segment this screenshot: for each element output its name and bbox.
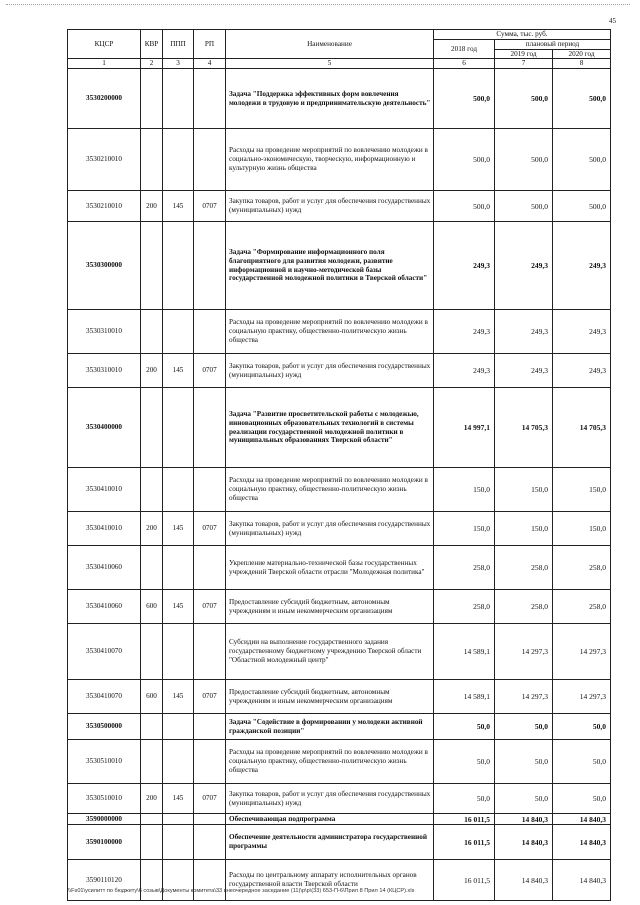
cell-kcsr: 3530300000 [68, 222, 141, 310]
cell-2019: 500,0 [495, 129, 553, 191]
cell-2019: 50,0 [495, 714, 553, 740]
colnum: 5 [226, 59, 434, 69]
cell-kvr [141, 814, 163, 825]
cell-2020: 249,3 [553, 222, 611, 310]
cell-rp: 0707 [194, 590, 226, 624]
cell-ppp [163, 546, 194, 590]
cell-rp [194, 624, 226, 680]
cell-2020: 14 840,3 [553, 814, 611, 825]
table-row [68, 546, 611, 590]
cell-kcsr: 3530310010 [68, 310, 141, 354]
colnum: 6 [434, 59, 495, 69]
cell-2020: 14 705,3 [553, 388, 611, 468]
colnum: 3 [163, 59, 194, 69]
cell-ppp [163, 860, 194, 901]
cell-name: Задача "Формирование информационного поля благоприятного для развития молодежи, развитие информационной и научно-методической базы государственной молодежной политики в Тверской области" [226, 222, 434, 310]
cell-2018: 249,3 [434, 310, 495, 354]
cell-ppp [163, 714, 194, 740]
cell-rp [194, 546, 226, 590]
cell-2020: 50,0 [553, 714, 611, 740]
cell-2020: 249,3 [553, 354, 611, 388]
cell-2018: 500,0 [434, 191, 495, 222]
table-row [68, 310, 611, 354]
cell-kvr [141, 468, 163, 512]
cell-2018: 14 997,1 [434, 388, 495, 468]
header-kcsr: КЦСР [68, 30, 141, 59]
table-row [68, 191, 611, 222]
table-row [68, 825, 611, 860]
cell-2018: 50,0 [434, 784, 495, 814]
cell-name: Закупка товаров, работ и услуг для обеспечения государственных (муниципальных) нужд [226, 784, 434, 814]
colnum: 8 [553, 59, 611, 69]
cell-2019: 14 297,3 [495, 680, 553, 714]
cell-2019: 50,0 [495, 784, 553, 814]
cell-ppp: 145 [163, 354, 194, 388]
cell-2019: 249,3 [495, 354, 553, 388]
cell-rp [194, 468, 226, 512]
cell-2020: 500,0 [553, 69, 611, 129]
cell-ppp: 145 [163, 191, 194, 222]
cell-2019: 249,3 [495, 222, 553, 310]
cell-2019: 150,0 [495, 512, 553, 546]
cell-2018: 16 011,5 [434, 825, 495, 860]
table-row [68, 714, 611, 740]
table-row [68, 784, 611, 814]
file-path-footer: \\Fs01\усилитт по бюджету\6 созыв\Документы комитета\33 внеочередное заседание (11)\р\р\(33) 653-П-6\Прил 8 Прил 14 (КЦСР).xls [68, 888, 415, 894]
cell-kvr [141, 825, 163, 860]
cell-ppp [163, 129, 194, 191]
header-sum: Сумма, тыс. руб. [434, 30, 611, 40]
cell-rp: 0707 [194, 680, 226, 714]
header-ppp: ППП [163, 30, 194, 59]
cell-rp [194, 388, 226, 468]
cell-ppp [163, 388, 194, 468]
cell-2020: 500,0 [553, 129, 611, 191]
cell-kvr [141, 546, 163, 590]
cell-name: Расходы на проведение мероприятий по вовлечению молодежи в социально-экономическую, творческую, информационную и культурную жизнь общества [226, 129, 434, 191]
cell-kvr: 200 [141, 191, 163, 222]
budget-table [67, 29, 611, 901]
table-row [68, 680, 611, 714]
cell-kcsr: 3530510010 [68, 740, 141, 784]
cell-name: Задача "Поддержка эффективных форм вовлечения молодежи в трудовую и предпринимательскую деятельность" [226, 69, 434, 129]
table-row [68, 468, 611, 512]
cell-rp [194, 860, 226, 901]
cell-2018: 150,0 [434, 512, 495, 546]
cell-2018: 258,0 [434, 590, 495, 624]
cell-name: Предоставление субсидий бюджетным, автономным учреждениям и иным некоммерческим организациям [226, 680, 434, 714]
cell-rp [194, 814, 226, 825]
cell-ppp [163, 468, 194, 512]
cell-2020: 14 297,3 [553, 680, 611, 714]
cell-rp [194, 714, 226, 740]
cell-2018: 500,0 [434, 129, 495, 191]
cell-kcsr: 3590110120 [68, 860, 141, 901]
page-number: 45 [609, 17, 616, 25]
cell-2019: 150,0 [495, 468, 553, 512]
cell-kcsr: 3530400000 [68, 388, 141, 468]
cell-2019: 14 840,3 [495, 860, 553, 901]
cell-kvr [141, 624, 163, 680]
header-plan-period: плановый период [495, 39, 611, 49]
cell-name: Расходы на проведение мероприятий по вовлечению молодежи в социальную практику, общественно-политическую жизнь общества [226, 468, 434, 512]
cell-ppp: 145 [163, 784, 194, 814]
cell-2020: 249,3 [553, 310, 611, 354]
cell-rp: 0707 [194, 784, 226, 814]
scan-edge-line [6, 4, 630, 5]
header-kvr: КВР [141, 30, 163, 59]
table-row [68, 354, 611, 388]
cell-2018: 500,0 [434, 69, 495, 129]
cell-kcsr: 3530210010 [68, 191, 141, 222]
cell-2020: 258,0 [553, 546, 611, 590]
column-number-row [68, 59, 611, 69]
table-row [68, 814, 611, 825]
cell-2019: 500,0 [495, 69, 553, 129]
cell-kcsr: 3530410060 [68, 546, 141, 590]
cell-kvr [141, 129, 163, 191]
cell-kvr [141, 714, 163, 740]
cell-2020: 50,0 [553, 740, 611, 784]
cell-rp [194, 825, 226, 860]
cell-ppp: 145 [163, 590, 194, 624]
cell-2020: 50,0 [553, 784, 611, 814]
header-name: Наименование [226, 30, 434, 59]
cell-name: Расходы по центральному аппарату исполнительных органов государственной власти Тверской области [226, 860, 434, 901]
cell-2018: 16 011,5 [434, 860, 495, 901]
cell-kcsr: 3530500000 [68, 714, 141, 740]
cell-name: Субсидии на выполнение государственного задания государственному бюджетному учреждению Тверской области "Областной молодежный центр" [226, 624, 434, 680]
cell-kvr: 200 [141, 784, 163, 814]
cell-ppp [163, 825, 194, 860]
table-row [68, 740, 611, 784]
cell-name: Закупка товаров, работ и услуг для обеспечения государственных (муниципальных) нужд [226, 191, 434, 222]
header-year-2019: 2019 год [495, 49, 553, 59]
cell-kcsr: 3590100000 [68, 825, 141, 860]
cell-2018: 50,0 [434, 740, 495, 784]
cell-rp: 0707 [194, 354, 226, 388]
cell-kcsr: 3530200000 [68, 69, 141, 129]
cell-ppp [163, 814, 194, 825]
cell-rp [194, 222, 226, 310]
cell-ppp [163, 69, 194, 129]
cell-2018: 50,0 [434, 714, 495, 740]
cell-rp: 0707 [194, 512, 226, 546]
cell-name: Укрепление материально-технической базы государственных учреждений Тверской области отрасли "Молодежная политика" [226, 546, 434, 590]
table-body [68, 69, 611, 901]
cell-2020: 14 840,3 [553, 860, 611, 901]
cell-2018: 16 011,5 [434, 814, 495, 825]
cell-2018: 249,3 [434, 222, 495, 310]
cell-2020: 258,0 [553, 590, 611, 624]
cell-2020: 14 840,3 [553, 825, 611, 860]
cell-2018: 249,3 [434, 354, 495, 388]
cell-rp: 0707 [194, 191, 226, 222]
cell-name: Закупка товаров, работ и услуг для обеспечения государственных (муниципальных) нужд [226, 512, 434, 546]
cell-2020: 500,0 [553, 191, 611, 222]
cell-2018: 14 589,1 [434, 624, 495, 680]
table-row [68, 222, 611, 310]
table-row [68, 388, 611, 468]
cell-kcsr: 3530310010 [68, 354, 141, 388]
cell-kcsr: 3530410070 [68, 624, 141, 680]
table-row [68, 860, 611, 901]
cell-2018: 14 589,1 [434, 680, 495, 714]
cell-ppp: 145 [163, 680, 194, 714]
cell-2020: 150,0 [553, 468, 611, 512]
header-rp: РП [194, 30, 226, 59]
colnum: 7 [495, 59, 553, 69]
cell-2019: 258,0 [495, 590, 553, 624]
table-row [68, 69, 611, 129]
cell-2018: 150,0 [434, 468, 495, 512]
cell-kvr: 200 [141, 512, 163, 546]
cell-name: Обеспечение деятельности администратора государственной программы [226, 825, 434, 860]
colnum: 1 [68, 59, 141, 69]
cell-name: Задача "Содействие в формировании у молодежи активной гражданской позиции" [226, 714, 434, 740]
cell-ppp [163, 624, 194, 680]
cell-kcsr: 3530410060 [68, 590, 141, 624]
cell-2019: 50,0 [495, 740, 553, 784]
cell-2019: 14 840,3 [495, 825, 553, 860]
cell-kcsr: 3530410070 [68, 680, 141, 714]
cell-2018: 258,0 [434, 546, 495, 590]
cell-kvr: 600 [141, 680, 163, 714]
cell-rp [194, 310, 226, 354]
cell-kvr [141, 222, 163, 310]
cell-name: Расходы на проведение мероприятий по вовлечению молодежи в социальную практику, общественно-политическую жизнь общества [226, 740, 434, 784]
cell-name: Обеспечивающая подпрограмма [226, 814, 434, 825]
cell-name: Закупка товаров, работ и услуг для обеспечения государственных (муниципальных) нужд [226, 354, 434, 388]
table-row [68, 624, 611, 680]
cell-2020: 14 297,3 [553, 624, 611, 680]
header-year-2018: 2018 год [434, 39, 495, 59]
colnum: 4 [194, 59, 226, 69]
cell-2019: 500,0 [495, 191, 553, 222]
cell-kcsr: 3530410010 [68, 468, 141, 512]
cell-kvr [141, 860, 163, 901]
cell-kcsr: 3530510010 [68, 784, 141, 814]
cell-ppp [163, 222, 194, 310]
cell-kvr [141, 69, 163, 129]
cell-2019: 14 840,3 [495, 814, 553, 825]
cell-2019: 14 297,3 [495, 624, 553, 680]
colnum: 2 [141, 59, 163, 69]
cell-2020: 150,0 [553, 512, 611, 546]
cell-rp [194, 69, 226, 129]
cell-name: Задача "Развитие просветительской работы с молодежью, инновационных образовательных технологий в системы реализации государственной молодежной политики в муниципальных образованиях Тверской области" [226, 388, 434, 468]
cell-kcsr: 3590000000 [68, 814, 141, 825]
cell-2019: 249,3 [495, 310, 553, 354]
table-header [68, 30, 611, 69]
cell-ppp [163, 310, 194, 354]
cell-kvr [141, 310, 163, 354]
table-row [68, 590, 611, 624]
cell-rp [194, 740, 226, 784]
cell-kcsr: 3530410010 [68, 512, 141, 546]
header-year-2020: 2020 год [553, 49, 611, 59]
cell-ppp [163, 740, 194, 784]
table-row [68, 512, 611, 546]
cell-kvr: 600 [141, 590, 163, 624]
table-row [68, 129, 611, 191]
cell-kcsr: 3530210010 [68, 129, 141, 191]
cell-kvr: 200 [141, 354, 163, 388]
cell-kvr [141, 388, 163, 468]
cell-rp [194, 129, 226, 191]
cell-name: Расходы на проведение мероприятий по вовлечению молодежи в социальную практику, общественно-политическую жизнь общества [226, 310, 434, 354]
cell-name: Предоставление субсидий бюджетным, автономным учреждениям и иным некоммерческим организациям [226, 590, 434, 624]
cell-2019: 258,0 [495, 546, 553, 590]
cell-kvr [141, 740, 163, 784]
cell-2019: 14 705,3 [495, 388, 553, 468]
cell-ppp: 145 [163, 512, 194, 546]
